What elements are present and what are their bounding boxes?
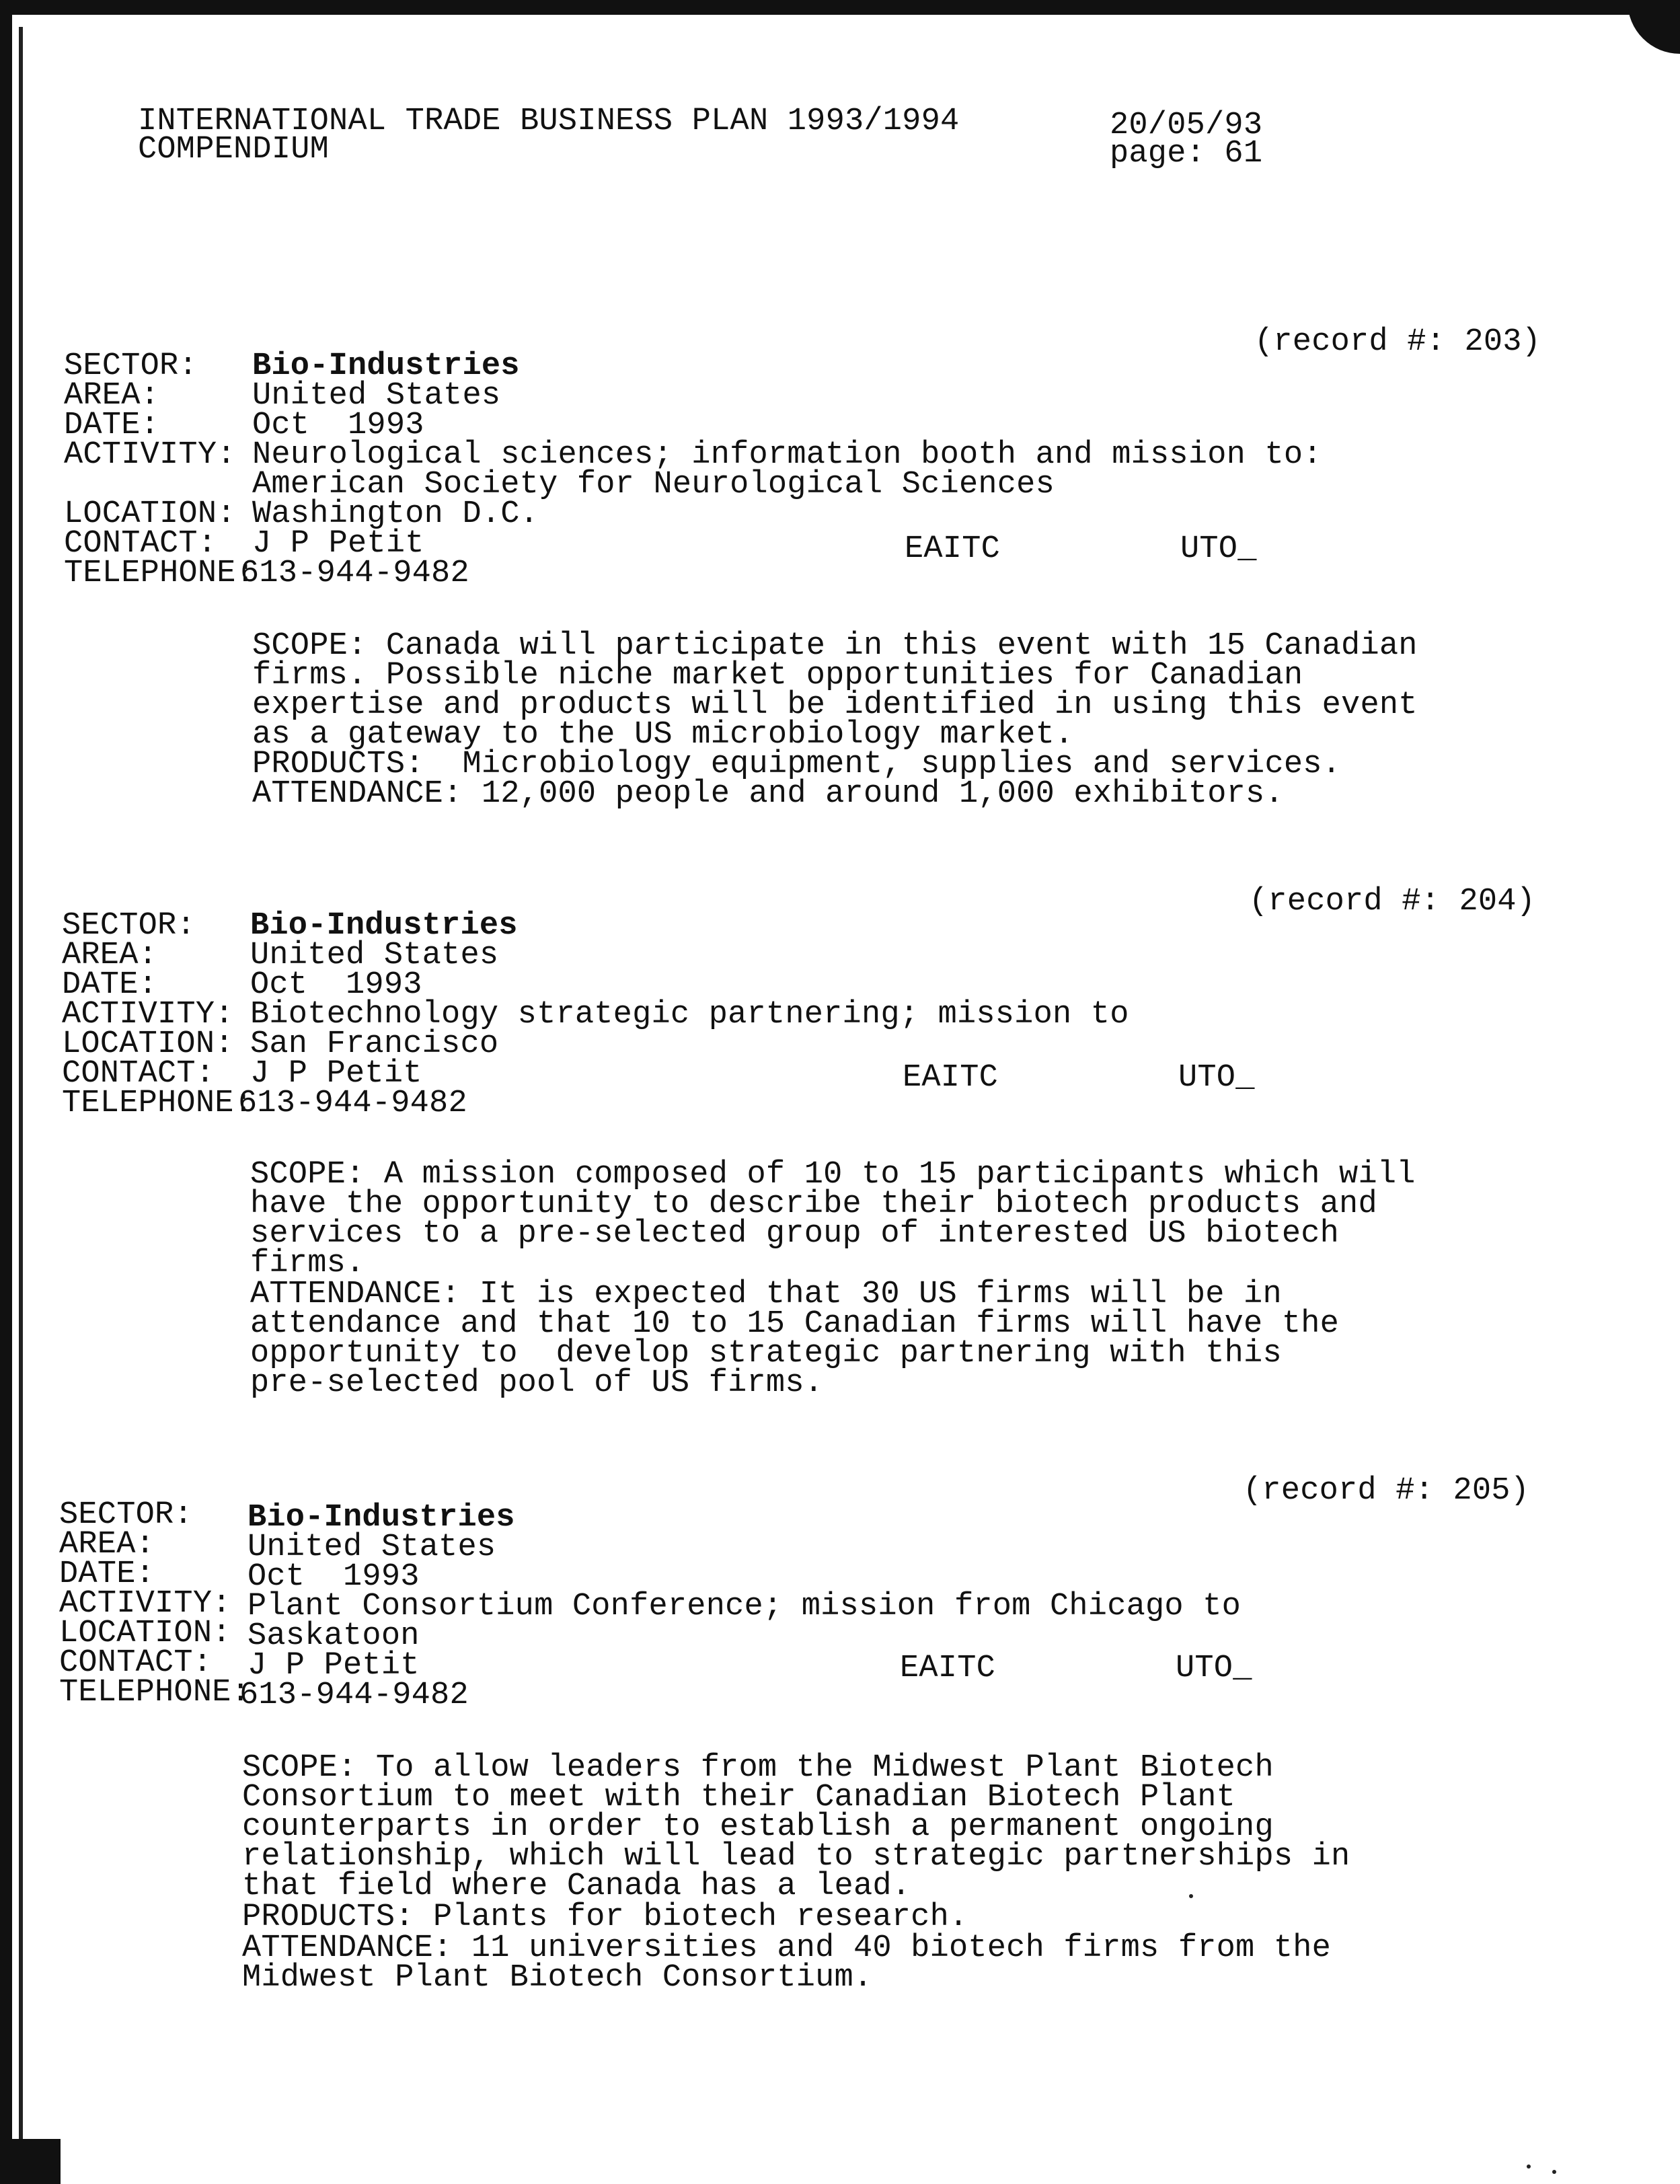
contact-label: CONTACT: <box>62 1056 215 1092</box>
body-line: SCOPE: A mission composed of 10 to 15 participants which will <box>250 1157 1416 1193</box>
body-line: PRODUCTS: Plants for biotech research. <box>242 1899 968 1935</box>
activity-line: Plant Consortium Conference; mission from Chicago to <box>247 1589 1242 1624</box>
sector-label: SECTOR: <box>59 1497 193 1533</box>
scan-top-right-corner <box>1628 0 1680 54</box>
telephone-value: 613-944-9482 <box>239 1678 469 1713</box>
scan-speck <box>1189 1894 1193 1898</box>
area-value: United States <box>247 1530 496 1565</box>
area-label: AREA: <box>59 1527 155 1562</box>
body-line: SCOPE: Canada will participate in this event with 15 Canadian <box>252 628 1418 664</box>
sector-value: Bio-Industries <box>247 1500 515 1536</box>
telephone-label: TELEPHONE: <box>59 1675 251 1710</box>
scan-speck <box>1527 2164 1531 2169</box>
date-value: Oct 1993 <box>247 1559 420 1595</box>
date-value: Oct 1993 <box>250 967 422 1003</box>
date-value: Oct 1993 <box>252 408 424 443</box>
org-value: EAITC <box>900 1651 996 1686</box>
date-label: DATE: <box>64 408 160 443</box>
area-value: United States <box>250 938 499 973</box>
activity-line: Biotechnology strategic partnering; mission to <box>250 997 1129 1032</box>
code-value: UTO_ <box>1176 1651 1252 1686</box>
sector-value: Bio-Industries <box>250 908 518 944</box>
activity-label: ACTIVITY: <box>59 1586 231 1622</box>
document-subtitle: COMPENDIUM <box>138 132 330 167</box>
area-label: AREA: <box>64 378 160 414</box>
scan-speck <box>1552 2170 1556 2174</box>
record-number: (record #: 205) <box>1243 1473 1530 1509</box>
location-value: Washington D.C. <box>252 496 539 532</box>
telephone-label: TELEPHONE: <box>64 556 256 591</box>
body-line: as a gateway to the US microbiology market. <box>252 717 1074 753</box>
scan-left-edge <box>0 15 12 2184</box>
scan-bottom-corner <box>0 2139 61 2184</box>
date-label: DATE: <box>59 1556 155 1592</box>
org-value: EAITC <box>905 531 1001 567</box>
activity-line: American Society for Neurological Sciences <box>252 467 1055 502</box>
body-line: that field where Canada has a lead. <box>242 1869 911 1904</box>
location-value: Saskatoon <box>247 1618 420 1654</box>
contact-value: J P Petit <box>250 1056 422 1092</box>
body-line: ATTENDANCE: 11 universities and 40 biotech firms from the <box>242 1930 1332 1966</box>
activity-label: ACTIVITY: <box>62 997 234 1032</box>
contact-value: J P Petit <box>252 526 424 562</box>
body-line: attendance and that 10 to 15 Canadian firms will have the <box>250 1306 1340 1342</box>
body-line: ATTENDANCE: It is expected that 30 US firms will be in <box>250 1277 1282 1312</box>
body-line: firms. <box>250 1246 365 1281</box>
body-line: ATTENDANCE: 12,000 people and around 1,000 exhibitors. <box>252 776 1284 812</box>
activity-line: Neurological sciences; information booth and mission to: <box>252 437 1322 473</box>
contact-label: CONTACT: <box>59 1645 213 1681</box>
location-label: LOCATION: <box>64 496 236 532</box>
location-label: LOCATION: <box>62 1026 234 1062</box>
body-line: relationship, which will lead to strategic partnerships in <box>242 1839 1350 1875</box>
contact-label: CONTACT: <box>64 526 217 562</box>
sector-label: SECTOR: <box>62 908 196 944</box>
contact-value: J P Petit <box>247 1648 420 1684</box>
date-label: DATE: <box>62 967 158 1003</box>
body-line: services to a pre-selected group of interested US biotech <box>250 1216 1340 1252</box>
header-date: 20/05/93 <box>1110 108 1263 143</box>
body-line: pre-selected pool of US firms. <box>250 1365 824 1401</box>
body-line: opportunity to develop strategic partnering with this <box>250 1336 1282 1371</box>
body-line: counterparts in order to establish a permanent ongoing <box>242 1809 1274 1845</box>
body-line: Midwest Plant Biotech Consortium. <box>242 1960 873 1996</box>
page-number: page: 61 <box>1110 136 1263 172</box>
scan-left-binding-line <box>19 27 23 2169</box>
body-line: SCOPE: To allow leaders from the Midwest Plant Biotech <box>242 1750 1274 1786</box>
telephone-value: 613-944-9482 <box>240 556 469 591</box>
location-value: San Francisco <box>250 1026 499 1062</box>
record-number: (record #: 204) <box>1249 884 1536 919</box>
body-line: firms. Possible niche market opportunities for Canadian <box>252 658 1303 693</box>
code-value: UTO_ <box>1178 1060 1255 1096</box>
telephone-value: 613-944-9482 <box>238 1086 467 1121</box>
sector-value: Bio-Industries <box>252 348 520 384</box>
area-value: United States <box>252 378 501 414</box>
scan-top-edge <box>0 0 1680 15</box>
sector-label: SECTOR: <box>64 348 198 384</box>
location-label: LOCATION: <box>59 1616 231 1651</box>
body-line: expertise and products will be identified in using this event <box>252 687 1418 723</box>
org-value: EAITC <box>903 1060 999 1096</box>
code-value: UTO_ <box>1180 531 1257 567</box>
body-line: have the opportunity to describe their biotech products and <box>250 1187 1377 1222</box>
telephone-label: TELEPHONE: <box>62 1086 254 1121</box>
area-label: AREA: <box>62 938 158 973</box>
activity-label: ACTIVITY: <box>64 437 236 473</box>
record-number: (record #: 203) <box>1254 324 1541 360</box>
body-line: Consortium to meet with their Canadian Biotech Plant <box>242 1780 1236 1815</box>
document-title: INTERNATIONAL TRADE BUSINESS PLAN 1993/1994 <box>138 104 960 139</box>
body-line: PRODUCTS: Microbiology equipment, supplies and services. <box>252 747 1342 782</box>
